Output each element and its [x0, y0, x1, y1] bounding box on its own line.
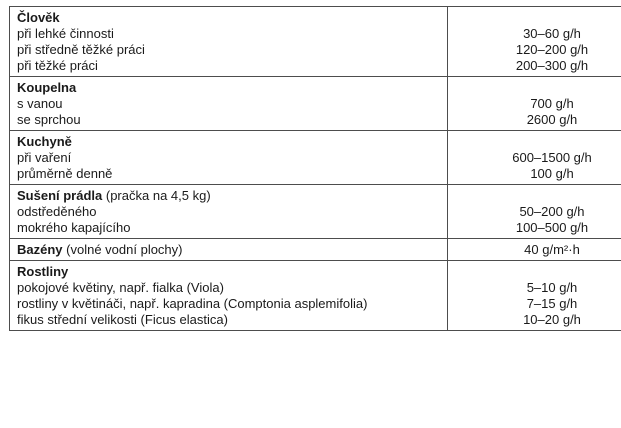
group-row-kuchyne — [10, 131, 621, 185]
group-title: Bazény — [17, 242, 63, 257]
group-value-cell — [448, 185, 621, 239]
item-label: při těžké práci — [17, 58, 98, 73]
group-value-cell — [448, 7, 621, 77]
item-value: 100–500 g/h — [515, 220, 589, 235]
group-row-clovek — [10, 7, 621, 77]
item-value: 40 g/m²·h — [524, 242, 580, 257]
group-label-cell — [10, 239, 448, 261]
group-row-suseni-pradla — [10, 185, 621, 239]
group-label-cell — [10, 7, 448, 77]
item-value: 2600 g/h — [526, 112, 578, 127]
group-label-cell — [10, 131, 448, 185]
value-spacer — [456, 10, 621, 26]
item-value: 50–200 g/h — [519, 204, 585, 219]
item-value: 7–15 g/h — [526, 296, 578, 311]
item-label: při lehké činnosti — [17, 26, 114, 41]
item-label: odstředěného — [17, 204, 97, 219]
group-title: Rostliny — [17, 264, 69, 279]
group-title: Kuchyně — [17, 134, 72, 149]
item-label: pokojové květiny, např. fialka (Viola) — [17, 280, 224, 295]
item-label: se sprchou — [17, 112, 81, 127]
moisture-sources-table — [9, 6, 621, 331]
item-value: 200–300 g/h — [515, 58, 589, 73]
group-row-bazeny — [10, 239, 621, 261]
item-label: průměrně denně — [17, 166, 113, 181]
group-label-cell — [10, 77, 448, 131]
group-row-koupelna — [10, 77, 621, 131]
group-label-cell — [10, 185, 448, 239]
value-spacer — [456, 134, 621, 150]
item-label: mokrého kapajícího — [17, 220, 131, 235]
group-title: Koupelna — [17, 80, 77, 95]
group-value-cell — [448, 261, 621, 331]
group-value-cell — [448, 131, 621, 185]
group-value-cell — [448, 77, 621, 131]
item-label: rostliny v květináči, např. kapradina (Comptonia asplemifolia) — [17, 296, 368, 311]
item-value: 600–1500 g/h — [512, 150, 592, 165]
item-value: 120–200 g/h — [515, 42, 589, 57]
group-title-line — [17, 188, 440, 204]
group-note: (pračka na 4,5 kg) — [105, 188, 211, 203]
value-spacer — [456, 188, 621, 204]
value-spacer — [456, 80, 621, 96]
moisture-sources-table-wrapper — [9, 6, 614, 331]
item-label: fikus střední velikosti (Ficus elastica) — [17, 312, 228, 327]
item-label: s vanou — [17, 96, 63, 111]
item-value: 5–10 g/h — [526, 280, 578, 295]
group-note: (volné vodní plochy) — [66, 242, 183, 257]
group-label-cell — [10, 261, 448, 331]
group-value-cell — [448, 239, 621, 261]
group-row-rostliny — [10, 261, 621, 331]
group-title: Sušení prádla — [17, 188, 103, 203]
value-spacer — [456, 264, 621, 280]
group-title: Člověk — [17, 10, 60, 25]
group-title-line — [17, 242, 440, 258]
item-value: 100 g/h — [530, 166, 574, 181]
item-label: při vaření — [17, 150, 72, 165]
item-label: při středně těžké práci — [17, 42, 145, 57]
item-value: 10–20 g/h — [523, 312, 581, 327]
item-value: 30–60 g/h — [523, 26, 581, 41]
item-value: 700 g/h — [530, 96, 574, 111]
